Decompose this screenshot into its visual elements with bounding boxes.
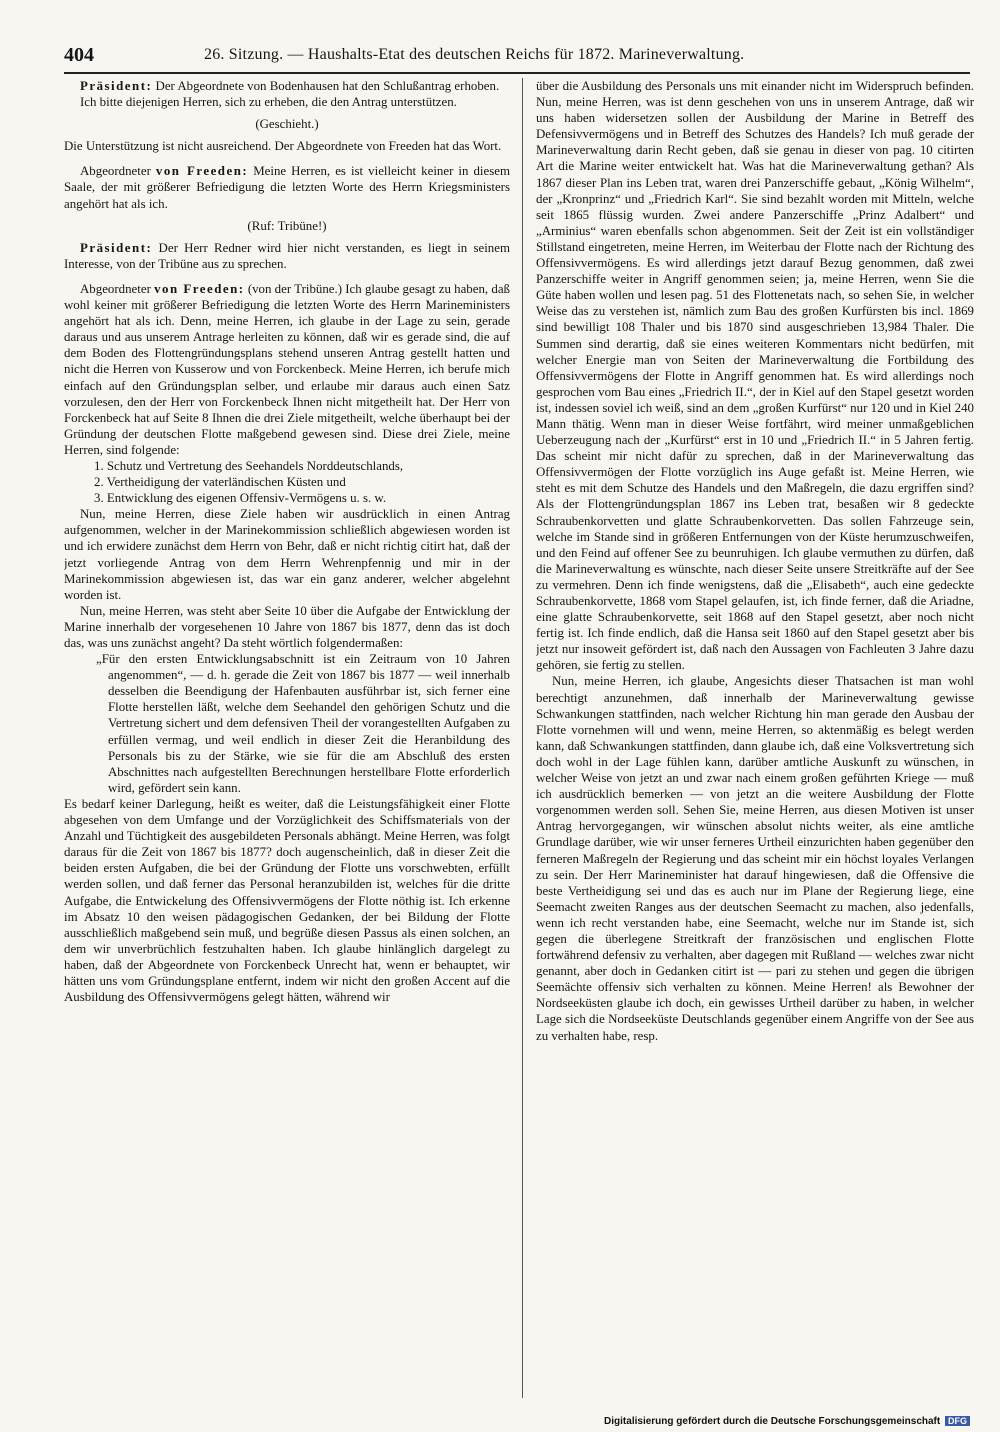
paragraph [64, 163, 510, 211]
paragraph: Ich bitte diejenigen Herren, sich zu erheben, die den Antrag unterstützen. [80, 95, 457, 110]
paragraph-text: Meine Herren, es ist vielleicht keiner in diesem Saale, der mit größerer Befriedigung die letzten Worte des Herrn Kriegsministers angehört hat als ich. [64, 164, 510, 211]
header-rule [64, 72, 970, 74]
paragraph [64, 240, 510, 272]
speaker-name: Präsident: [80, 240, 153, 255]
list-item: 3. Entwicklung des eigenen Offensiv-Vermögens u. s. w. [94, 491, 387, 506]
paragraph: Nun, meine Herren, was steht aber Seite 10 über die Aufgabe der Entwicklung der Marine innerhalb der vorgesehenen 10 Jahre von 1867 bis 1877, denn das ist doch das, was uns zunächst angeht? Da steht wörtlich folgendermaßen: [64, 603, 510, 650]
page-header [64, 40, 970, 70]
paragraph: Die Unterstützung ist nicht ausreichend. Der Abgeordnete von Freeden hat das Wort. [64, 139, 502, 154]
stage-direction: (Ruf: Tribüne!) [247, 218, 327, 233]
column-divider [522, 78, 523, 1398]
paragraph: Nun, meine Herren, diese Ziele haben wir ausdrücklich in einen Antrag aufgenommen, welcher in der Marinekommission schließlich abgewiesen worden ist und ich erwidere zunächst dem Herrn von Behr, daß er nicht richtig citirt hat, daß der jetzt vorliegende Antrag von dem Herrn Wehrenpfennig und mir in der Marinekommission abgewiesen ist, das war ein ganz anderer, welcher abgelehnt worden ist. [64, 507, 510, 602]
paragraph: Es bedarf keiner Darlegung, heißt es weiter, daß die Leistungsfähigkeit einer Flotte abgesehen von dem Umfange und der Vorzüglichkeit des Schiffsmaterials von der Anzahl und Tüchtigkeit des ausgebildeten Personals abhängt. Meine Herren, was folgt daraus für die Zeit von 1867 bis 1877? doch augenscheinlich, daß in dieser Zeit die beiden ersten Aufgaben, die bei der Gründung der Flotte uns vorschwebten, erfüllt werden sollen, und daß ferner das Personal heranzubilden ist, welches für die dritte Aufgabe, die Entwickelung des Offensivvermögens der Flotte nöthig ist. Ich erkenne im Absatz 10 den weisen pädagogischen Gedanken, der bei Bildung der Flotte ausschließlich maßgebend sein muß, und begrüße diesen Passus als einen solchen, an dem wir unverbrüchlich festzuhalten haben. Ich glaube hinlänglich dargelegt zu haben, daß der Abgeordnete von Forckenbeck Unrecht hat, wenn er behauptet, wir hätten uns vom Gründungsplane entfernt, indem wir nicht den großen Accent auf die Ausbildung des Offensivvermögens gelegt hätten, während wir [64, 796, 510, 1005]
speaker-name: von Freeden: [154, 281, 245, 296]
speaker-title: Abgeordneter [80, 164, 156, 179]
paragraph [64, 78, 510, 94]
quote-text: „Für den ersten Entwicklungsabschnitt ist ein Zeitraum von 10 Jahren angenommen“, — d. h. gerade die Zeit von 1867 bis 1877 — weil innerhalb desselben die Beendigung der Hafenbauten ausführbar ist, sich ferner eine Flotte herstellen läßt, welche dem Seehandel den gehörigen Schutz und die Vertretung sichert und dem defensiven Theil der vorangestellten Aufgaben zu erfüllen vermag, und weil endlich in dieser Zeit die Heranbildung des Personals bis zu der Stärke, wie sie für die am Abschluß des ersten Abschnittes nach aufgestellten Berechnungen herstellbare Flotte erforderlich wird, gefördert sein kann. [96, 652, 510, 795]
speaker-name: Präsident: [80, 79, 153, 93]
paragraph-text: (von der Tribüne.) Ich glaube gesagt zu haben, daß wohl keiner mit größerer Befriedigung die letzten Worte des Herrn Marineministers angehört hat als ich. Denn, meine Herren, ich glaube in der Lage zu sein, gerade daraus und aus unserem Antrage herleiten zu können, daß wir es gerade sind, die auf dem Boden des Flottengründungsplans stehend unseren Antrag gestellt hatten und nicht die Herren von Kusserow und von Forckenbeck. Meine Herren, ich berufe mich einfach auf den Gründungsplan selber, und erlaube mir daraus auch einen Satz vorzulesen, den der Herr von Forckenbeck Ihnen nicht mitgetheilt hat. Der Herr von Forckenbeck hat auf Seite 8 Ihnen die drei Ziele mitgetheilt, welche überhaupt bei der Gründung der deutschen Flotte maßgebend gewesen sind. Diese drei Ziele, meine Herren, sind folgende: [64, 281, 510, 457]
paragraph: Nun, meine Herren, ich glaube, Angesichts dieser Thatsachen ist man wohl berechtigt anzunehmen, daß innerhalb der Marineverwaltung gewisse Schwankungen stattfinden, nach welcher Richtung hin man gerade den Ausbau der Flotte vornehmen will und wenn, meine Herren, so aktenmäßig es belegt werden kann, daß Schwankungen stattfinden, dann glaube ich, daß eine Volksvertretung sich doch wohl in der Lage fühlen kann, darüber amtliche Auskunft zu wünschen, in welcher Weise von jetzt an und zwar nach einem großen geführten Kriege — muß ich ausdrücklich bemerken — von jetzt an die weitere Ausbildung der Flotte vorgenommen werden soll. Sehen Sie, meine Herren, aus diesen Motiven ist unser Antrag hervorgegangen, wir wünschen absolut nichts weiter, als eine amtliche Grundlage darüber, wie wir unser ferneres Urtheil einzurichten haben gegenüber den ferneren Maßregeln der Regierung und das scheint mir ein höchst loyales Verlangen zu sein. Der Herr Marineminister hat darauf hingewiesen, daß die Offensive die beste Vertheidigung sei und das es auch nur im Plane der Regierung liege, eine Seemacht zweiten Ranges aus der deutschen Seemacht zu machen, also jedenfalls, wenn ich recht verstanden habe, eine Seemacht, welche nur im Stande ist, sich gegen die überlegene Streitkraft der französischen und englischen Flotte fortwährend defensiv zu verhalten, aber dagegen mit Rußland — welches zwar nicht genannt, aber doch in Gedanken citirt ist — pari zu stehen und gegen die übrigen Seemächte offensiv sich verhalten zu können. Meine Herren! als Bewohner der Nordseeküsten glaube ich doch, ein gewisses Urtheil darüber zu haben, in welcher Lage sich die Nordseeküste Deutschlands gegenüber einem Angriffe von der See aus zu verhalten habe, resp. [536, 674, 974, 1043]
left-column [64, 78, 510, 1398]
list-item: 1. Schutz und Vertretung des Seehandels Norddeutschlands, [94, 458, 404, 473]
stage-direction: (Geschieht.) [255, 117, 319, 132]
goals-list [64, 458, 510, 506]
list-item: 2. Vertheidigung der vaterländischen Küsten und [94, 475, 346, 490]
right-column [536, 78, 974, 1398]
block-quote [64, 651, 510, 796]
funding-footer [604, 1416, 970, 1427]
speaker-name: von Freeden: [155, 164, 249, 179]
speaker-title: Abgeordneter [80, 281, 155, 296]
running-head: 26. Sitzung. — Haushalts-Etat des deutschen Reichs für 1872. Marineverwaltung. [204, 46, 745, 63]
page-number: 404 [64, 44, 94, 66]
paragraph: über die Ausbildung des Personals uns mit einander nicht im Widerspruch befinden. Nun, meine Herren, was ist denn geschehen von uns in unserem Antrage, daß wir uns haben widersetzen sollen der Ausbildung der Marine in Betreff des Defensivvermögens und in Betreff des Schutzes des Handels? Ich muß gerade der Marineverwaltung darin Recht geben, daß sie genau in dieser von pag. 10 citirten Art die Marine weiter entwickelt hat. Was hat die Marineverwaltung gethan? Als 1867 dieser Plan ins Leben trat, waren drei Panzerschiffe gebaut, „König Wilhelm“, der „Kronprinz“ und „Friedrich Karl“. Sie sind bezahlt worden mit Mitteln, welche seit 1865 flüssig wurden. Zwei andere Panzerschiffe „Prinz Adalbert“ und „Arminius“ waren ebenfalls schon abgenommen. Seit der Zeit ist ein vollständiger Stillstand eingetreten, meine Herren, im Weiterbau der Flotte nach der Richtung des Offensivvermögens. Es wird allerdings jetzt darauf Bezug genommen, daß zwei Panzerschiffe weiter in Angriff genommen seien; ja, meine Herren, wenn Sie die Güte haben wollen und lesen pag. 51 des Flottenetats nach, so sehen Sie, in welcher Weise das zu verstehen ist, nämlich zum Bau des großen Kurfürsten bis incl. 1869 sind bewilligt 108 Thaler und bis 1870 sind ausgeschrieben 13,984 Thaler. Die Summen sind derartig, daß sie eines weiteren Kommentars nicht bedürfen, mit welcher Energie man von Seiten der Marineverwaltung die Fortbildung des Offensivvermögens der Flotte in Angriff genommen hat. Es wird allerdings noch gesprochen vom Bau eines „Friedrich II.“, der in Kiel auf den Stapel gesetzt worden ist, indessen soviel ich weiß, sind an dem „großen Kurfürst“ nur 120 und in Kiel 240 Mann thätig. Wenn man in dieser Weise fortfährt, wird meiner unmaßgeblichen Ueberzeugung nach der „Kurfürst“ erst in 10 und „Friedrich II.“ in 5 Jahren fertig. Das scheint mir nicht dafür zu sprechen, daß in der Marineverwaltung das Offensivvermögen der Flotte vorzüglich ins Auge gefaßt ist. Meine Herren, wie steht es mit dem Schutze des Handels und den Maßregeln, die dazu ergriffen sind? Als der Flottengründungsplan 1867 ins Leben trat, besaßen wir 8 gedeckte Schraubenkorvetten und glatte Schraubenkorvetten. Das sollen Fahrzeuge sein, welche im Stande sind in größeren Entfernungen von der Küste herumzuschweifen, und den Feind auf offener See zu beunruhigen. Ich glaube vermuthen zu dürfen, daß die Marineverwaltung es wünschte, nach dieser Seite unsere Streitkräfte auf der See zu vermehren. Denn ich finde wenigstens, daß die „Elisabeth“, auch eine gedeckte Schraubenkorvette, 1868 vom Stapel gelaufen, ist, ich finde ferner, daß die Ariadne, eine glatte Schraubenkorvette, seit 1868 auf den Stapel gesetzt, aber noch nicht fertig ist. Ich finde endlich, daß die Hansa seit 1860 auf den Stapel gesetzt aber bis jetzt nur insoweit gefördert ist, daß nach den Aussagen von Fachleuten 3 Jahre dazu gehören, sie fertig zu stellen. [536, 79, 974, 673]
dfg-logo: DFG [945, 1416, 970, 1426]
paragraph-text: Der Herr Redner wird hier nicht verstanden, es liegt in seinem Interesse, von der Tribüne aus zu sprechen. [64, 240, 510, 271]
footer-text: Digitalisierung gefördert durch die Deutsche Forschungsgemeinschaft [604, 1416, 941, 1427]
paragraph [64, 281, 510, 458]
paragraph-text: Der Abgeordnete von Bodenhausen hat den Schlußantrag erhoben. [152, 79, 500, 93]
